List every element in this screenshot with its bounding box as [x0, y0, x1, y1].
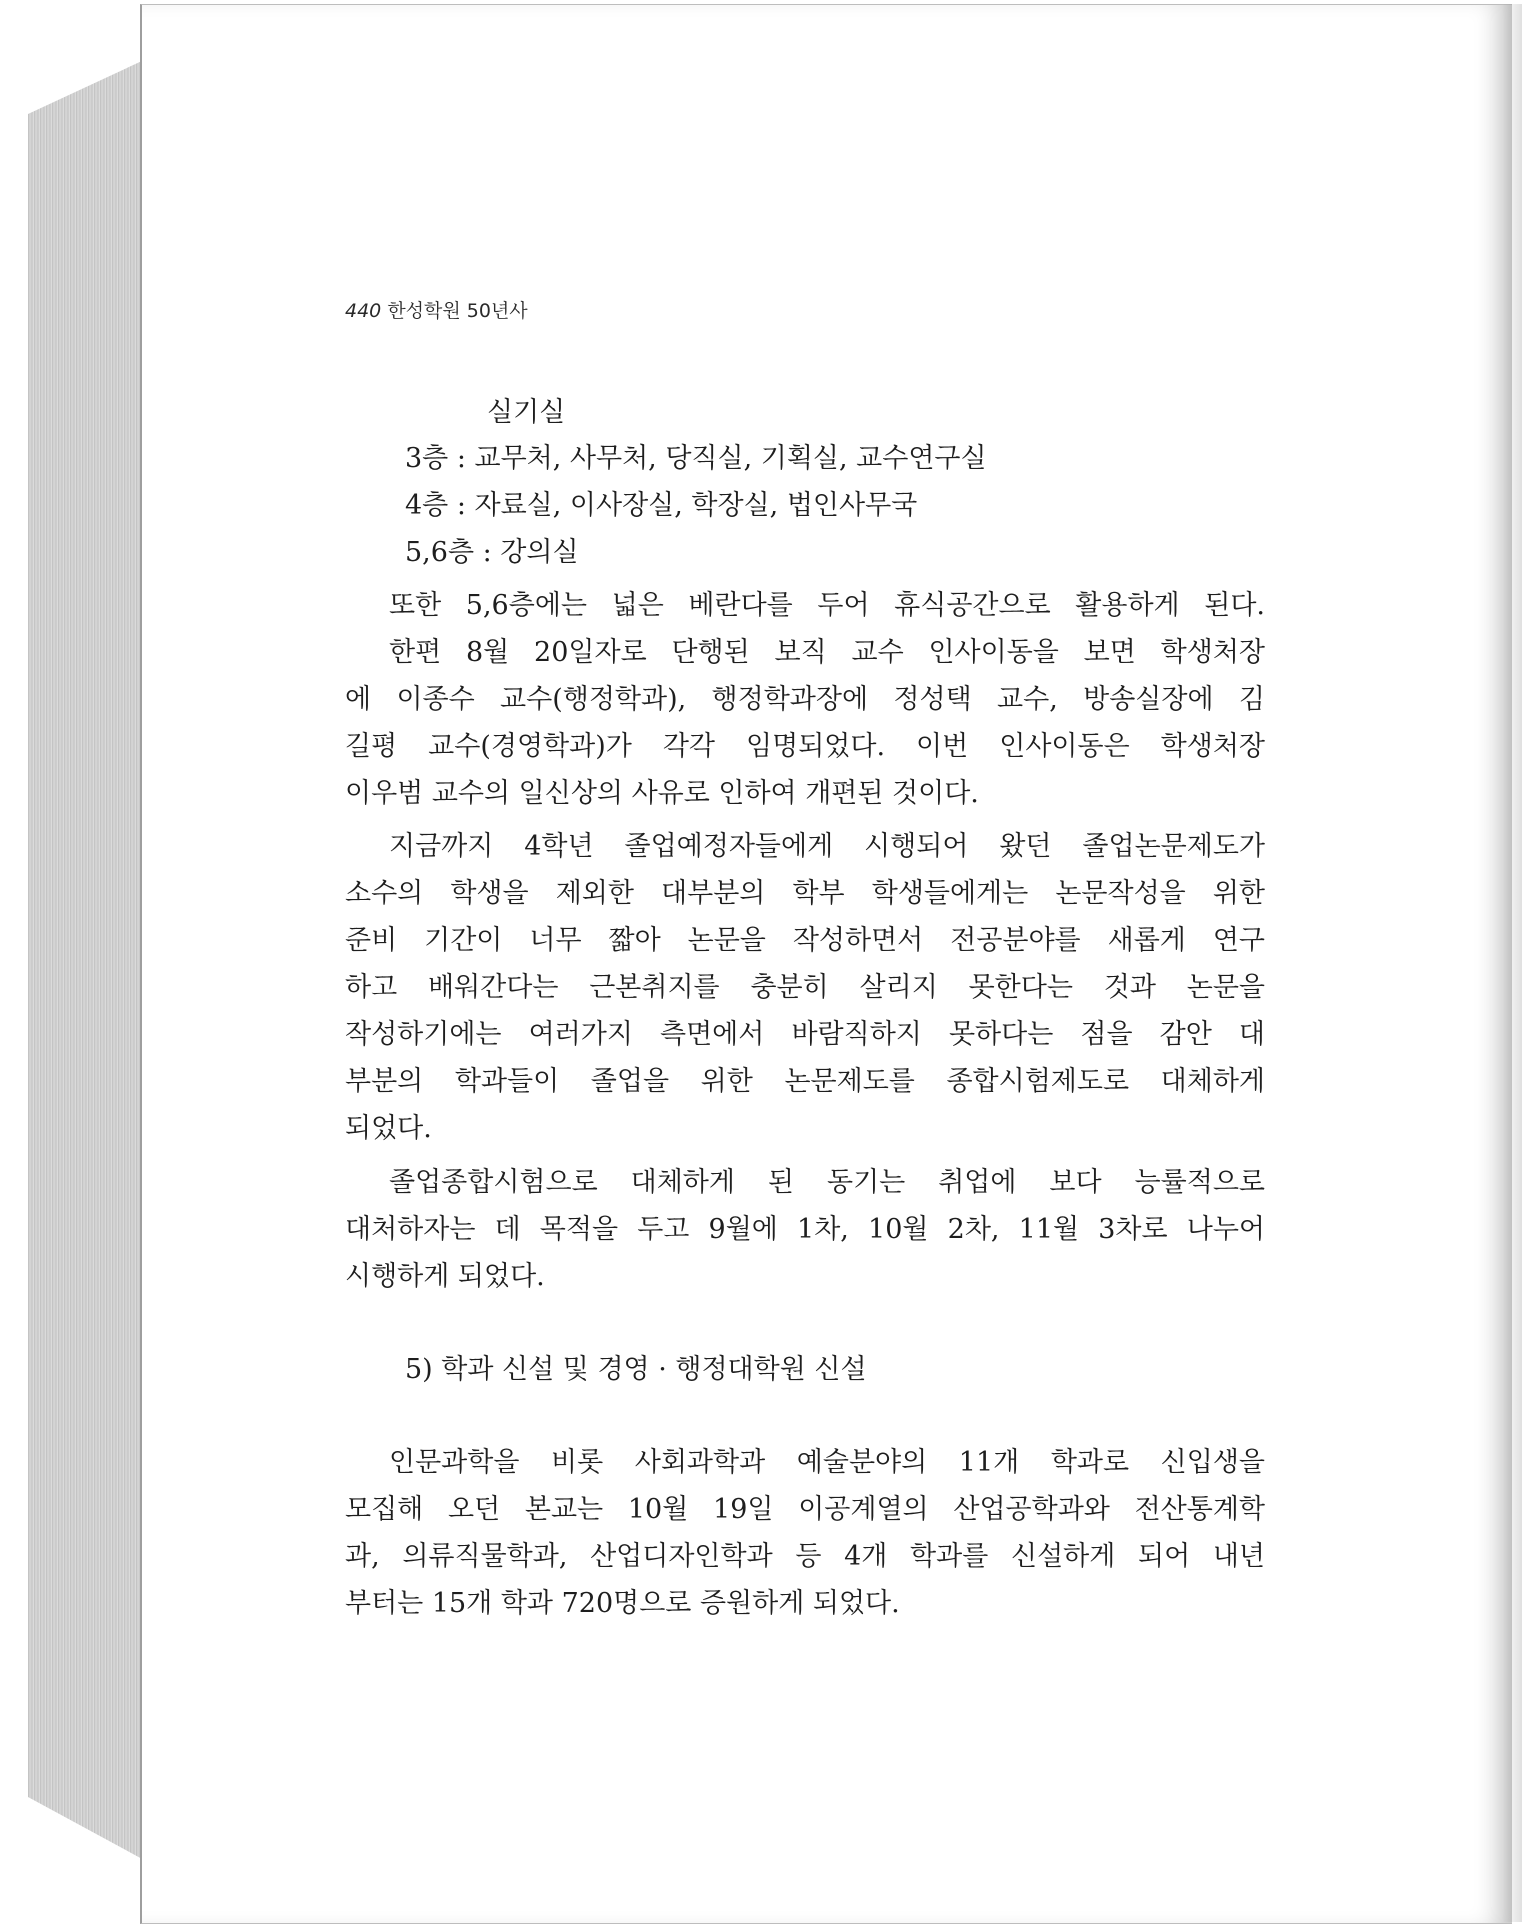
- paragraph-line: 작성하기에는 여러가지 측면에서 바람직하지 못하다는 점을 감안 대: [345, 1019, 1265, 1050]
- floor-list-item: 실기실: [487, 397, 566, 428]
- book-page-edges: [28, 60, 144, 1860]
- paragraph-line: 대처하자는 데 목적을 두고 9월에 1차, 10월 2차, 11월 3차로 나누어: [345, 1214, 1265, 1245]
- paragraph-line: 인문과학을 비롯 사회과학과 예술분야의 11개 학과로 신입생을: [389, 1447, 1265, 1478]
- paragraph-line: 되었다.: [345, 1113, 432, 1144]
- paragraph-line: 이우범 교수의 일신상의 사유로 인하여 개편된 것이다.: [345, 778, 979, 809]
- paragraph-line: 에 이종수 교수(행정학과), 행정학과장에 정성택 교수, 방송실장에 김: [345, 684, 1265, 715]
- paragraph-line: 하고 배워간다는 근본취지를 충분히 살리지 못한다는 것과 논문을: [345, 972, 1265, 1003]
- paragraph-line: 부분의 학과들이 졸업을 위한 논문제도를 종합시험제도로 대체하게: [345, 1066, 1265, 1097]
- page-number: 440: [345, 300, 382, 322]
- paragraph-line: 졸업종합시험으로 대체하게 된 동기는 취업에 보다 능률적으로: [389, 1167, 1265, 1198]
- paragraph-line: 길평 교수(경영학과)가 각각 임명되었다. 이번 인사이동은 학생처장: [345, 731, 1265, 762]
- book-title: 한성학원 50년사: [387, 300, 528, 322]
- page-right-shadow: [1502, 4, 1522, 1922]
- paragraph-line: 부터는 15개 학과 720명으로 증원하게 되었다.: [345, 1588, 900, 1619]
- paragraph-line: 과, 의류직물학과, 산업디자인학과 등 4개 학과를 신설하게 되어 내년: [345, 1541, 1265, 1572]
- paragraph-line: 또한 5,6층에는 넓은 베란다를 두어 휴식공간으로 활용하게 된다.: [389, 590, 1265, 621]
- floor-list-item: 4층 : 자료실, 이사장실, 학장실, 법인사무국: [405, 490, 918, 521]
- paragraph-line: 지금까지 4학년 졸업예정자들에게 시행되어 왔던 졸업논문제도가: [389, 831, 1265, 862]
- paragraph-line: 준비 기간이 너무 짧아 논문을 작성하면서 전공분야를 새롭게 연구: [345, 925, 1265, 956]
- paragraph-line: 시행하게 되었다.: [345, 1261, 545, 1292]
- floor-list-item: 3층 : 교무처, 사무처, 당직실, 기획실, 교수연구실: [405, 443, 987, 474]
- section-heading: 5) 학과 신설 및 경영 · 행정대학원 신설: [405, 1354, 867, 1385]
- paragraph-line: 한편 8월 20일자로 단행된 보직 교수 인사이동을 보면 학생처장: [389, 637, 1265, 668]
- paragraph-line: 모집해 오던 본교는 10월 19일 이공계열의 산업공학과와 전산통계학: [345, 1494, 1265, 1525]
- running-head: [345, 296, 528, 323]
- floor-list-item: 5,6층 : 강의실: [405, 537, 579, 568]
- paragraph-line: 소수의 학생을 제외한 대부분의 학부 학생들에게는 논문작성을 위한: [345, 878, 1265, 909]
- page-sheet: [140, 4, 1512, 1924]
